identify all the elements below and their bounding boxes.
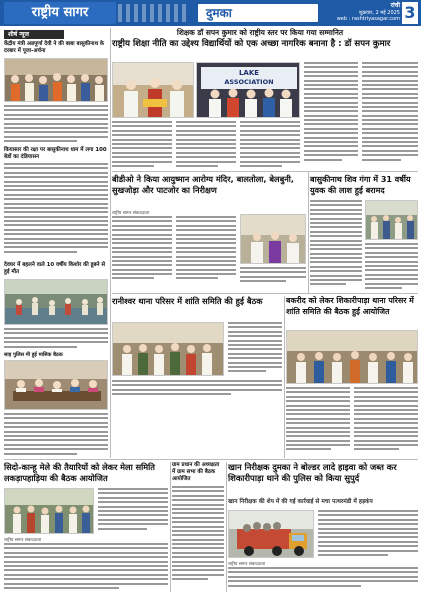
right-story-photo — [365, 200, 418, 240]
mining-body-col1 — [318, 510, 418, 558]
banner-body-col3 — [240, 121, 300, 171]
row-rule-3 — [4, 459, 418, 460]
mining-headline: खान निरीक्षक दुमका ने बोल्डर लादे हाइवा को जब्त कर शिकारीपाड़ा थाने की पुलिस को किया सुपुर्द — [228, 462, 397, 483]
left-story3-body — [4, 328, 108, 350]
peace1-photo — [112, 322, 224, 376]
banner-photo-left — [112, 62, 194, 118]
mid-story-headline: ग्राम प्रधान की अध्यक्षता में ग्राम सभा की बैठक आयोजित — [172, 462, 220, 482]
banner-kicker: शिक्षक डॉ सपन कुमार को राष्ट्रीय स्तर पर किया गया सम्मानित — [176, 28, 344, 37]
edition-city: दुमका — [198, 4, 318, 22]
left-story3-photo — [4, 279, 108, 325]
mining-subheadline: खान निरीक्षक की शेप में की गई कार्रवाई से मचा पत्थरमंडी में हड़कंप — [228, 499, 373, 505]
left-story3-headline: देवघर में बहलने वाले 10 वर्षीय किशोर की डूबने से हुई मौत — [4, 262, 106, 275]
felicitation-photo — [113, 63, 194, 118]
sido-photo — [4, 488, 94, 534]
mid-story-body — [172, 486, 224, 590]
sido-headline: सिदो-कान्हू मेले की तैयारियों को लेकर मेला समिति लकड़ापहाड़िया की बैठक आयोजित — [4, 462, 155, 483]
column-rule-bottom1 — [170, 462, 171, 592]
bdo-body-col2 — [176, 216, 236, 286]
left-story1-body — [4, 105, 108, 145]
sido-dateline: राष्ट्रीय सागर संवाददाता — [4, 538, 42, 543]
sido-body-bottom — [4, 543, 168, 591]
bdo-photo — [240, 214, 306, 264]
peace1-body-bottom — [112, 380, 282, 400]
banner-sign-text-2: ASSOCIATION — [224, 78, 274, 86]
bdo-body-col1 — [112, 216, 172, 286]
left-story4-body — [4, 413, 108, 459]
right-story-headline: बासुकीनाथ शिव गंगा में 31 वर्षीय युवक की लाश हुई बरामद — [310, 175, 411, 195]
banner-sign-text-1: LAKE — [238, 69, 260, 77]
left-story1-headline: केंद्रीय मंत्री अन्नपूर्णा देवी ने की बाबा बासुकीनाथ के दरबार में पूजा-अर्चना — [4, 41, 105, 54]
peace2-body-col2 — [354, 387, 418, 457]
banner-body-col5 — [362, 62, 418, 170]
bdo-body-col3 — [240, 267, 306, 287]
banner-headline: राष्ट्रीय शिक्षा नीति का उद्देश्य विद्यार्थियों को एक अच्छा नागरिक बनाना है : डॉ सपन कुमार — [112, 39, 391, 49]
newspaper-logo: राष्ट्रीय सागर — [4, 2, 116, 24]
peace2-headline: बकरीद को लेकर शिकारीपाड़ा थाना परिसर में शांति समिति की बैठक हुई आयोजित — [286, 296, 414, 316]
crowd-photo — [5, 59, 108, 102]
left-story4-tag: साह पुलिस मी हुई मासिक बैठक — [4, 352, 63, 358]
banner-photo-right — [196, 62, 300, 118]
right-story-body-col2 — [365, 243, 418, 293]
police-station-meeting-photo — [113, 323, 224, 376]
edition-place: रांची — [390, 2, 400, 9]
meeting-photo — [5, 361, 108, 410]
bdo-headline: बीडीओ ने किया आयुष्मान आरोग्य मंदिर, बालतोला, बेलबुनी, सुखजोड़ा और पाटजोर का निरीक्षण — [112, 174, 295, 195]
peace1-body-col1 — [228, 322, 282, 376]
peace1-headline: रानीश्वर थाना परिसर में शांति समिति की हुई बैठक — [112, 296, 263, 306]
masthead-pattern — [118, 4, 188, 22]
left-story2-body — [4, 163, 108, 259]
seized-truck-photo — [229, 511, 314, 558]
mela-committee-photo — [5, 489, 94, 534]
sido-body-col1 — [98, 488, 168, 534]
shikaripada-meeting-photo — [287, 331, 418, 384]
row-rule-1 — [112, 171, 418, 172]
river-photo — [5, 280, 108, 325]
right-story-body-col1 — [310, 200, 362, 294]
health-centre-photo — [241, 215, 306, 264]
mining-body-bottom — [228, 567, 418, 591]
column-rule-mid — [284, 296, 285, 458]
page-number: 3 — [402, 2, 418, 24]
row-rule-2 — [112, 293, 418, 294]
edition-meta — [322, 3, 400, 23]
edition-web: web : rashtriyasagar.com — [336, 16, 400, 22]
bdo-dateline: राष्ट्रीय सागर संवाददाता — [112, 211, 150, 216]
edition-date: शुक्रवार, 2 मई 2025 — [358, 9, 400, 16]
left-story4-photo — [4, 360, 108, 410]
banner-body-col2 — [176, 121, 236, 171]
column-rule-bottom2 — [226, 462, 227, 592]
masthead — [0, 0, 421, 26]
peace2-photo — [286, 330, 418, 384]
banner-body-col4 — [304, 62, 358, 170]
mining-photo — [228, 510, 314, 558]
left-story1-photo — [4, 58, 108, 102]
left-story2-headline: कियासार की रक्षा पर बासुकीनाथ धाम में लगा 100 बेडों का दंडियासन — [4, 147, 107, 160]
peace2-body-col1 — [286, 387, 350, 457]
column-rule-left — [110, 28, 111, 458]
section-tag: शीर्ष न्यूज — [4, 30, 64, 39]
column-rule-right — [308, 172, 309, 294]
banner-body-col1 — [112, 121, 172, 171]
riverside-crowd-photo — [366, 201, 418, 240]
mining-dateline: राष्ट्रीय सागर संवाददाता — [228, 562, 266, 567]
